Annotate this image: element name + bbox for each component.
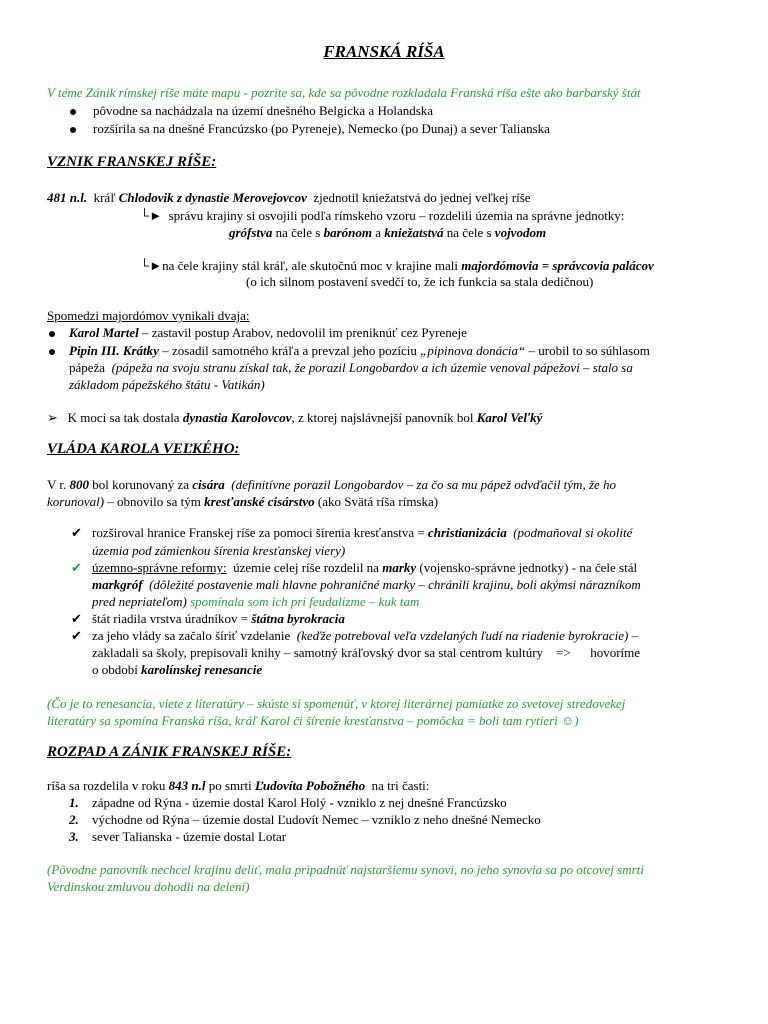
text: (vojensko-správne jednotky) - na čele stál bbox=[419, 560, 638, 575]
vznik-line-4 bbox=[140, 257, 654, 274]
text: za jeho vlády sa začalo šíriť vzdelanie bbox=[92, 628, 291, 643]
green-remark: spomínala som ich pri feudalizme – kuk tam bbox=[190, 594, 420, 609]
verdun-note-1: (Pôvodne panovník nechcel krajinu deliť, mala pripadnúť najstaršiemu synovi, no jeho synovia sa po otcovej smrti bbox=[47, 862, 644, 877]
year-481: 481 n.l. bbox=[47, 190, 88, 205]
text: kráľ bbox=[93, 190, 116, 205]
renesancia-note-2: literatúry sa spomína Franská ríša, kráľ Karol či šírenie kresťanstva – pomôcka = boli tam rytieri ☺) bbox=[47, 713, 579, 728]
arrowhead-icon: ➢ bbox=[47, 410, 58, 425]
text: pred nepriateľom) bbox=[92, 594, 187, 609]
karol-martel: Karol Martel bbox=[69, 325, 139, 340]
text: na čele krajiny stál kráľ, ale skutočnú moc v krajine mali bbox=[162, 258, 458, 273]
checkmark-icon: ✔ bbox=[71, 560, 82, 575]
rozpad-line bbox=[47, 777, 429, 794]
marky: marky bbox=[382, 560, 417, 575]
check-2-line-2 bbox=[92, 576, 641, 593]
list-number: 1. bbox=[69, 795, 79, 810]
text: (keďže potreboval veľa vzdelaných ľudí na riadenie byrokracie) bbox=[296, 628, 629, 643]
majordomovia: majordómovia = správcovia palácov bbox=[461, 258, 654, 273]
check-3 bbox=[92, 610, 345, 627]
text: rozširoval hranice Franskej ríše za pomoci šírenia kresťanstva = bbox=[92, 525, 425, 540]
karolovci-line bbox=[47, 409, 542, 426]
cisara: cisára bbox=[192, 477, 225, 492]
statna-byrokracia: štátna byrokracia bbox=[251, 611, 345, 626]
text: na čele s bbox=[275, 225, 321, 240]
map-note: V téme Zánik rímskej ríše máte mapu - pozrite sa, kde sa pôvodne rozkladala Franská ríša ešte ako barbarský štát bbox=[47, 85, 641, 100]
text: a bbox=[375, 225, 382, 240]
text: => bbox=[556, 645, 571, 660]
bullet-dot bbox=[68, 120, 78, 137]
text: (dôležité postavenie mali hlavne pohraničné marky – chránili krajinu, boli akýmsi nárazníkom bbox=[149, 577, 641, 592]
text: V r. bbox=[47, 477, 67, 492]
text: ríša sa rozdelila v roku bbox=[47, 778, 166, 793]
check-4-line-2 bbox=[92, 644, 640, 661]
text: (pápeža na svoju stranu získal tak, že porazil Longobardov a ich územie venoval pápežovi – stalo sa bbox=[111, 360, 633, 375]
text: správu krajiny si osvojili podľa rímskeho vzoru – rozdelili územia na správne jednotky: bbox=[168, 208, 625, 223]
text: – urobil to so súhlasom bbox=[528, 343, 650, 358]
checkmark-icon: ✔ bbox=[71, 611, 82, 626]
check-2 bbox=[92, 559, 637, 576]
text: zakladali sa školy, prepisovali knihy – samotný kráľovský dvor sa stal centrom kultúry bbox=[92, 645, 544, 660]
text: štát riadila vrstva úradníkov = bbox=[92, 611, 249, 626]
text: po smrti bbox=[208, 778, 252, 793]
vznik-line-1 bbox=[47, 189, 531, 206]
arrow-icon: └► bbox=[140, 208, 163, 223]
text: – bbox=[631, 628, 639, 643]
vznik-line-5: (o ich silnom postavení svedčí to, že ich funkcia sa stala dedičnou) bbox=[246, 274, 594, 289]
bullet-dot bbox=[47, 342, 57, 359]
majordomo-2 bbox=[69, 342, 650, 359]
vojvodom: vojvodom bbox=[494, 225, 547, 240]
karolinska-renesancia: karolínskej renesancie bbox=[141, 662, 263, 677]
intro-bullet-2: rozšírila sa na dnešné Francúzsko (po Pyreneje), Nemecko (po Dunaj) a sever Talianska bbox=[93, 121, 550, 136]
check-2-line-3 bbox=[92, 593, 419, 610]
kniezatstva: kniežatstvá bbox=[384, 225, 444, 240]
reformy: územno-správne reformy: bbox=[92, 560, 227, 575]
bullet-dot bbox=[68, 102, 78, 119]
vznik-line-2 bbox=[140, 207, 624, 224]
text: K moci sa tak dostala bbox=[67, 410, 180, 425]
section-heading-vznik: VZNIK FRANSKEJ RÍŠE: bbox=[47, 154, 217, 170]
page-title: FRANSKÁ RÍŠA bbox=[323, 42, 445, 61]
year-800: 800 bbox=[69, 477, 90, 492]
majordomo-intro: Spomedzi majordómov vynikali dvaja: bbox=[47, 308, 250, 323]
vlada-p1-line-2 bbox=[47, 493, 438, 510]
section-heading-vlada: VLÁDA KAROLA VEĽKÉHO: bbox=[47, 441, 240, 457]
intro-bullet-1: pôvodne sa nachádzala na území dnešného Belgicka a Holandska bbox=[93, 103, 434, 118]
text: na tri časti: bbox=[371, 778, 430, 793]
grofstva: grófstva bbox=[229, 225, 273, 240]
krestanske-cisarstvo: kresťanské cisárstvo bbox=[204, 494, 315, 509]
text: pápeža bbox=[69, 360, 106, 375]
text: – zosadil samotného kráľa a prevzal jeho pozíciu bbox=[162, 343, 417, 358]
christianizacia: christianizácia bbox=[427, 525, 507, 540]
markgrof: markgróf bbox=[92, 577, 143, 592]
list-item: západne od Rýna - územie dostal Karol Holý - vzniklo z nej dnešné Francúzsko bbox=[92, 795, 507, 810]
vlada-p1 bbox=[47, 476, 616, 493]
majordomo-1 bbox=[69, 324, 467, 341]
text: , z ktorej najslávnejší panovník bol bbox=[291, 410, 474, 425]
text: (definitívne porazil Longobardov – za čo sa mu pápež odvďačil tým, že ho bbox=[231, 477, 617, 492]
vznik-line-3 bbox=[229, 224, 546, 241]
pipinova-donacia: „pipinova donácia“ bbox=[420, 343, 526, 358]
check-1-line-2: územia pod zámienkou šírenia kresťanskej viery) bbox=[92, 543, 346, 558]
majordomo-2-line-3: základom pápežského štátu - Vatikán) bbox=[69, 377, 265, 392]
text: (podmaňoval si okolité bbox=[513, 525, 633, 540]
chlodovik: Chlodovik z dynastie Merovejovcov bbox=[118, 190, 307, 205]
karol-velky: Karol Veľký bbox=[476, 410, 543, 425]
list-item: sever Talianska - územie dostal Lotar bbox=[92, 829, 287, 844]
ludovit-pobozny: Ľudovíta Pobožného bbox=[254, 778, 366, 793]
verdun-note-2: Verdinskou zmluvou dohodli na delení) bbox=[47, 879, 250, 894]
text: – obnovilo sa tým bbox=[107, 494, 201, 509]
text: o období bbox=[92, 662, 138, 677]
text: územie celej ríše rozdelil na bbox=[233, 560, 379, 575]
dynastia-karolovcov: dynastia Karolovcov bbox=[182, 410, 292, 425]
check-4 bbox=[92, 627, 638, 644]
checkmark-icon: ✔ bbox=[71, 525, 82, 540]
list-number: 3. bbox=[69, 829, 79, 844]
text: hovoríme bbox=[590, 645, 641, 660]
check-4-line-3 bbox=[92, 661, 262, 678]
text: bol korunovaný za bbox=[92, 477, 190, 492]
section-heading-rozpad: ROZPAD A ZÁNIK FRANSKEJ RÍŠE: bbox=[47, 744, 292, 760]
text: – zastavil postup Arabov, nedovolil im preniknúť cez Pyreneje bbox=[141, 325, 467, 340]
checkmark-icon: ✔ bbox=[71, 628, 82, 643]
list-number: 2. bbox=[69, 812, 79, 827]
text: (ako Svätá ríša rímska) bbox=[317, 494, 439, 509]
text: zjednotil kniežatstvá do jednej veľkej ríše bbox=[313, 190, 531, 205]
bullet-dot bbox=[47, 324, 57, 341]
majordomo-2-line-2 bbox=[69, 359, 633, 376]
arrow-icon: └► bbox=[140, 258, 163, 273]
baronom: barónom bbox=[323, 225, 373, 240]
check-1 bbox=[92, 524, 632, 541]
pipin: Pipin III. Krátky bbox=[69, 343, 159, 358]
renesancia-note-1: (Čo je to renesancia, viete z literatúry – skúste si spomenúť, v ktorej literárnej pamiatke zo svetovej stredovekej bbox=[47, 696, 626, 711]
year-843: 843 n.l bbox=[168, 778, 206, 793]
text: na čele s bbox=[446, 225, 492, 240]
list-item: východne od Rýna – územie dostal Ľudovít Nemec – vzniklo z neho dnešné Nemecko bbox=[92, 812, 541, 827]
text: korunoval) bbox=[47, 494, 105, 509]
